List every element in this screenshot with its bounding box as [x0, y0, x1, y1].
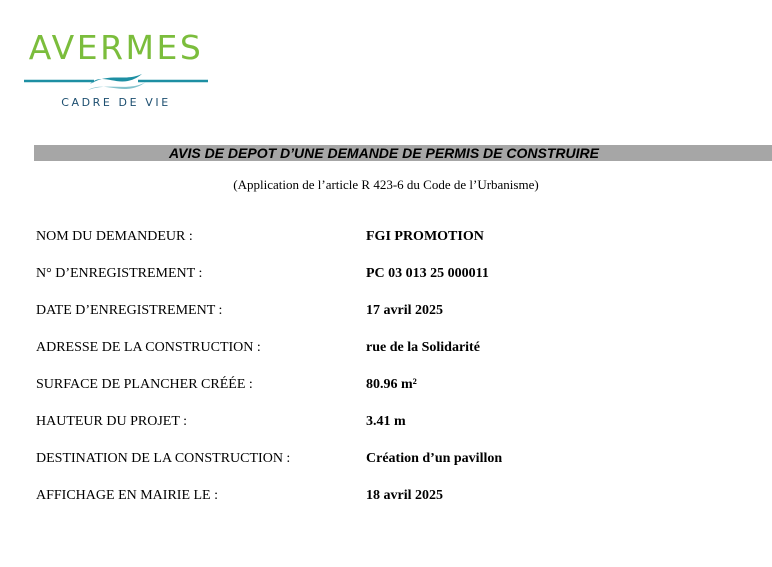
notice-subtitle: (Application de l’article R 423-6 du Code de l’Urbanisme)	[233, 177, 539, 192]
logo-tagline: CADRE DE VIE	[61, 96, 171, 109]
field-registration-number	[36, 264, 736, 301]
field-registration-date	[36, 301, 736, 338]
field-address	[36, 338, 736, 375]
field-value: FGI PROMOTION	[366, 229, 484, 244]
field-label: N° D’ENREGISTREMENT :	[36, 266, 203, 281]
field-floor-area	[36, 375, 736, 412]
field-value: 17 avril 2025	[366, 303, 443, 318]
field-label: ADRESSE DE LA CONSTRUCTION :	[36, 340, 261, 355]
notice-title: AVIS DE DEPOT D’UNE DEMANDE DE PERMIS DE CONSTRUIRE	[169, 145, 599, 161]
field-label: AFFICHAGE EN MAIRIE LE :	[36, 488, 218, 503]
permit-details	[36, 227, 736, 523]
field-label: DATE D’ENREGISTREMENT :	[36, 303, 223, 318]
field-value: 18 avril 2025	[366, 488, 443, 503]
field-height	[36, 412, 736, 449]
field-destination	[36, 449, 736, 486]
field-value: 3.41 m	[366, 414, 406, 429]
logo-wordmark: AVERMES	[28, 28, 204, 67]
field-label: DESTINATION DE LA CONSTRUCTION :	[36, 451, 291, 466]
field-label: SURFACE DE PLANCHER CRÉÉE :	[36, 377, 253, 392]
field-posting-date	[36, 486, 736, 523]
field-value: Création d’un pavillon	[366, 451, 503, 466]
field-value: 80.96 m²	[366, 377, 417, 392]
field-label: HAUTEUR DU PROJET :	[36, 414, 188, 429]
field-value: PC 03 013 25 000011	[366, 266, 489, 281]
field-label: NOM DU DEMANDEUR :	[36, 229, 193, 244]
wave-icon	[24, 68, 208, 94]
field-value: rue de la Solidarité	[366, 340, 480, 355]
avermes-logo	[24, 28, 208, 114]
field-applicant	[36, 227, 736, 264]
